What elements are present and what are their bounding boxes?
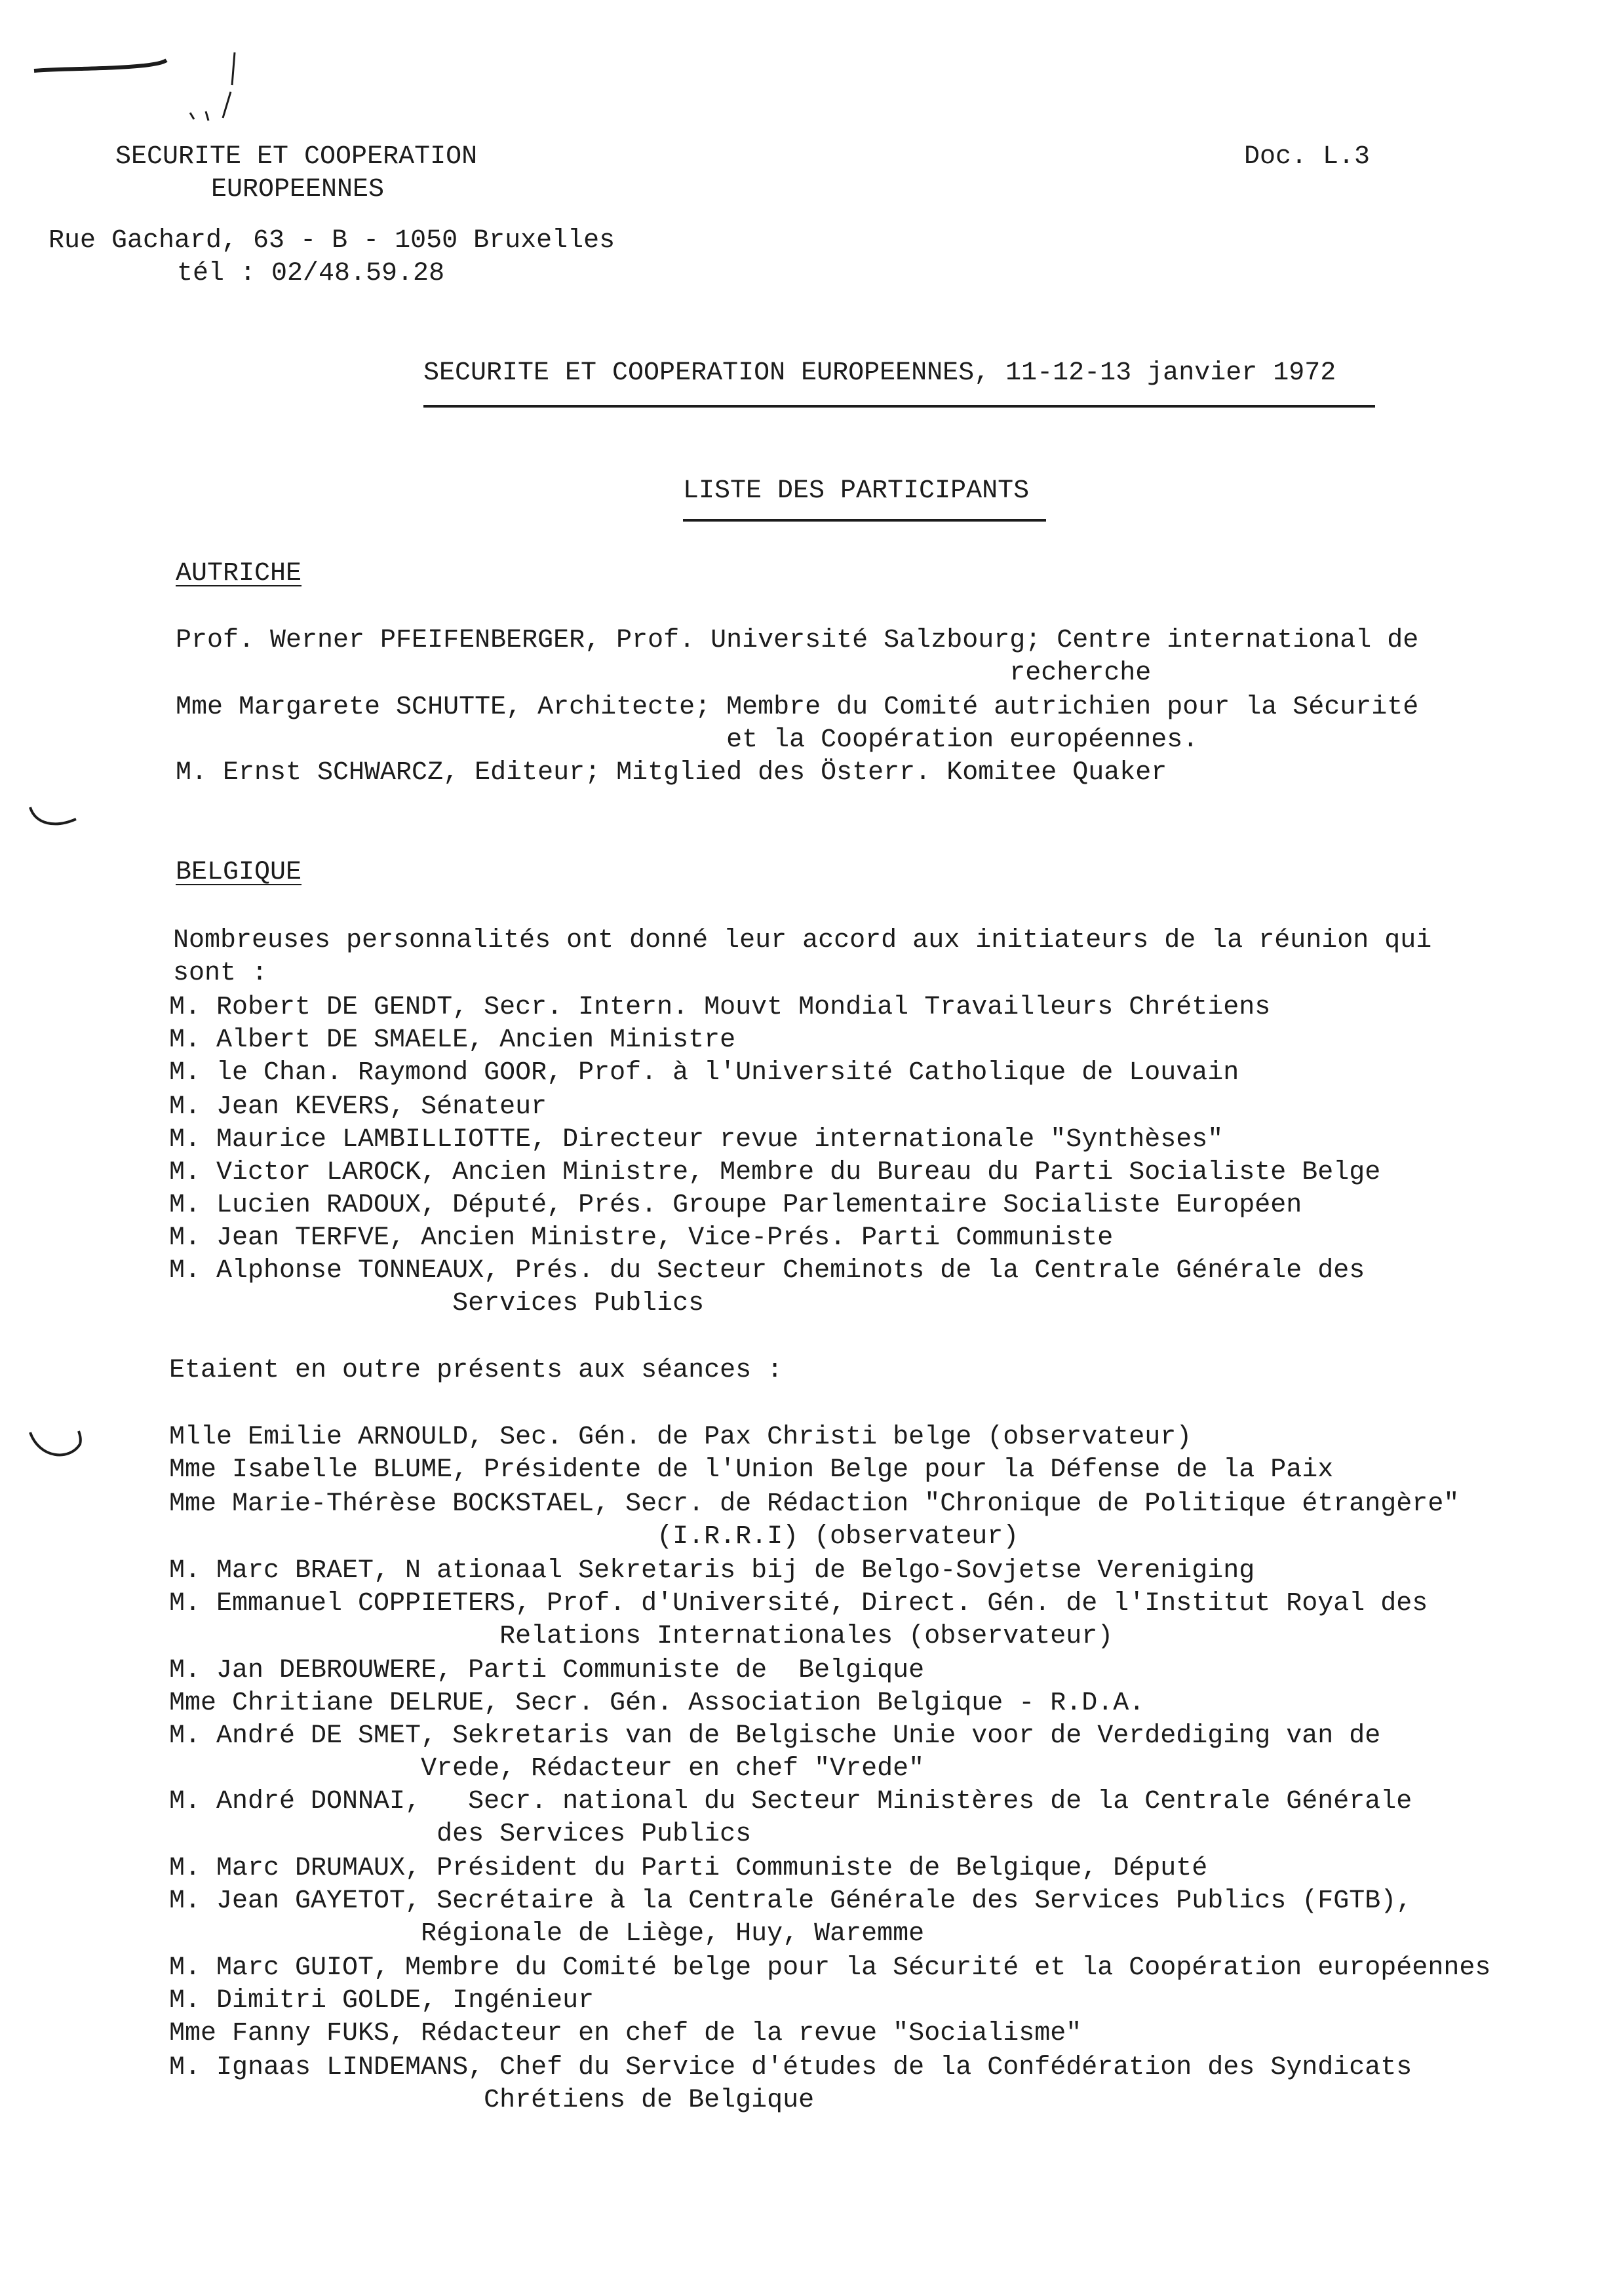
list-item: M. Jean KEVERS, Sénateur [169, 1092, 547, 1122]
list-item: M. Jean TERFVE, Ancien Ministre, Vice-Prés. Parti Communiste [169, 1223, 1114, 1253]
list-title: LISTE DES PARTICIPANTS [683, 476, 1030, 506]
org-phone: tél : 02/48.59.28 [177, 259, 445, 288]
list-item: Mme Marie-Thérèse BOCKSTAEL, Secr. de Rédaction "Chronique de Politique étrangère" [169, 1489, 1460, 1519]
list-item: Régionale de Liège, Huy, Waremme [169, 1919, 925, 1949]
list-item: M. Victor LAROCK, Ancien Ministre, Membre du Bureau du Parti Socialiste Belge [169, 1158, 1381, 1187]
list-item: recherche [176, 659, 1152, 688]
section-heading-belgique: BELGIQUE [176, 858, 302, 887]
conference-title: SECURITE ET COOPERATION EUROPEENNES, 11-12-13 janvier 1972 [423, 358, 1336, 388]
section-heading-autriche: AUTRICHE [176, 559, 302, 588]
list-item: M. Marc DRUMAUX, Président du Parti Communiste de Belgique, Député [169, 1854, 1208, 1883]
conference-title-rule [423, 405, 1375, 408]
list-item: M. Ernst SCHWARCZ, Editeur; Mitglied des Österr. Komitee Quaker [176, 758, 1167, 788]
list-item: M. Marc GUIOT, Membre du Comité belge pour la Sécurité et la Coopération européennes [169, 1953, 1491, 1983]
list-item: (I.R.R.I) (observateur) [169, 1522, 1019, 1552]
list-item: M. Maurice LAMBILLIOTTE, Directeur revue internationale "Synthèses" [169, 1125, 1224, 1155]
list-item: Relations Internationales (observateur) [169, 1622, 1114, 1651]
org-address: Rue Gachard, 63 - B - 1050 Bruxelles [49, 226, 615, 256]
intro-line: Nombreuses personnalités ont donné leur accord aux initiateurs de la réunion qui [173, 926, 1432, 955]
list-item: Vrede, Rédacteur en chef "Vrede" [169, 1754, 925, 1784]
scan-scribble-mark [26, 46, 249, 131]
org-name-line1: SECURITE ET COOPERATION [115, 142, 478, 172]
list-item: M. Robert DE GENDT, Secr. Intern. Mouvt Mondial Travailleurs Chrétiens [169, 993, 1271, 1022]
list-item: M. Jean GAYETOT, Secrétaire à la Centrale Générale des Services Publics (FGTB), [169, 1886, 1412, 1916]
doc-reference: Doc. L.3 [1244, 142, 1371, 172]
list-item: M. Albert DE SMAELE, Ancien Ministre [169, 1025, 736, 1055]
punch-hole-mark [26, 1422, 92, 1474]
list-item: M. Alphonse TONNEAUX, Prés. du Secteur Cheminots de la Centrale Générale des [169, 1256, 1365, 1286]
list-item: Mlle Emilie ARNOULD, Sec. Gén. de Pax Christi belge (observateur) [169, 1423, 1192, 1452]
list-item: M. le Chan. Raymond GOOR, Prof. à l'Université Catholique de Louvain [169, 1058, 1239, 1088]
list-item: et la Coopération européennes. [176, 725, 1199, 755]
list-item: M. Marc BRAET, N ationaal Sekretaris bij de Belgo-Sovjetse Vereniging [169, 1556, 1255, 1586]
list-item: Prof. Werner PFEIFENBERGER, Prof. Université Salzbourg; Centre international de [176, 626, 1419, 655]
list-item: Mme Isabelle BLUME, Présidente de l'Union Belge pour la Défense de la Paix [169, 1455, 1334, 1485]
list-title-rule [683, 519, 1046, 522]
punch-hole-mark [26, 799, 85, 845]
list-item: Chrétiens de Belgique [169, 2086, 815, 2115]
list-item: Mme Margarete SCHUTTE, Architecte; Membre du Comité autrichien pour la Sécurité [176, 693, 1419, 722]
list-item: M. Emmanuel COPPIETERS, Prof. d'Université, Direct. Gén. de l'Institut Royal des [169, 1589, 1428, 1618]
list-item: Mme Chritiane DELRUE, Secr. Gén. Association Belgique - R.D.A. [169, 1689, 1145, 1718]
list-item: des Services Publics [169, 1820, 752, 1849]
list-item: M. André DONNAI, Secr. national du Secteur Ministères de la Centrale Générale [169, 1787, 1412, 1816]
list-item: M. André DE SMET, Sekretaris van de Belgische Unie voor de Verdediging van de [169, 1721, 1381, 1751]
list-item: M. Ignaas LINDEMANS, Chef du Service d'études de la Confédération des Syndicats [169, 2053, 1412, 2082]
list-item: M. Lucien RADOUX, Député, Prés. Groupe Parlementaire Socialiste Européen [169, 1191, 1302, 1220]
org-name-line2: EUROPEENNES [211, 175, 385, 204]
list-item: M. Dimitri GOLDE, Ingénieur [169, 1986, 594, 2016]
present-intro: Etaient en outre présents aux séances : [169, 1356, 783, 1385]
list-item: Services Publics [169, 1289, 705, 1318]
intro-line: sont : [173, 959, 268, 988]
list-item: Mme Fanny FUKS, Rédacteur en chef de la revue "Socialisme" [169, 2019, 1082, 2048]
list-item: M. Jan DEBROUWERE, Parti Communiste de Belgique [169, 1656, 925, 1685]
